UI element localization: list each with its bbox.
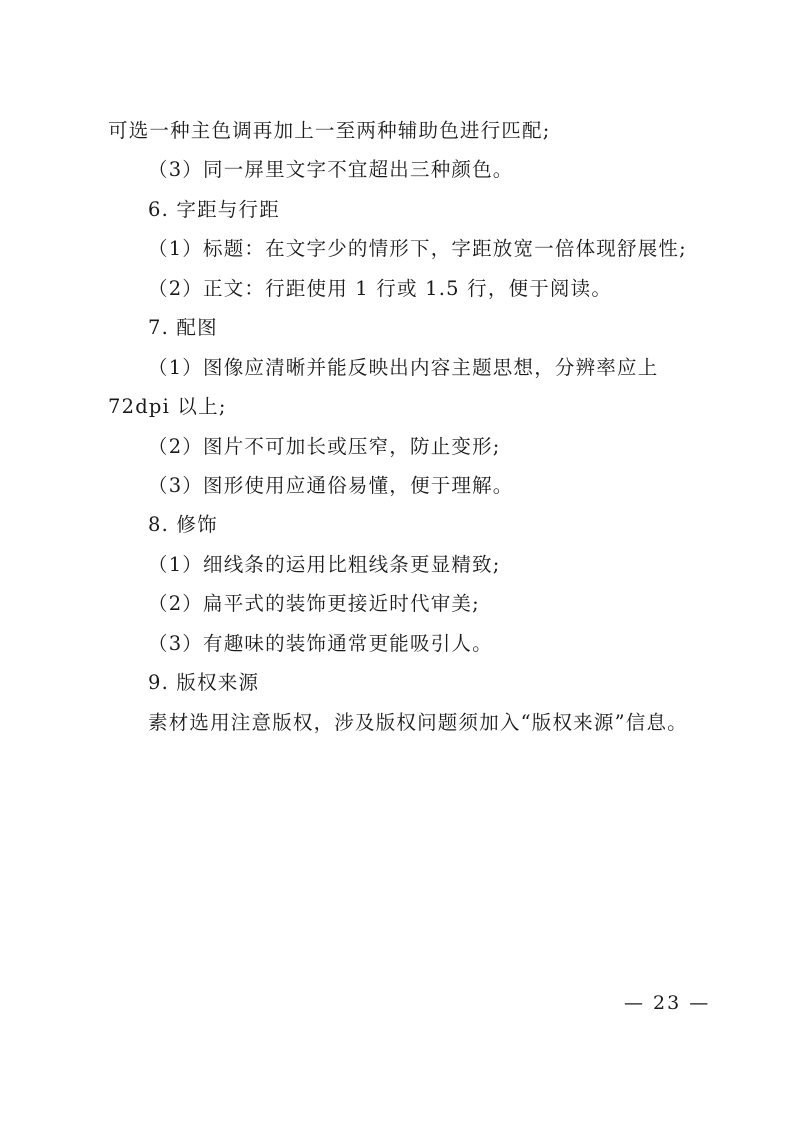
list-item-3: （3）同一屏里文字不宜超出三种颜色。	[148, 158, 514, 181]
list-item-3: （3）图形使用应通俗易懂，便于理解。	[148, 474, 514, 497]
section-heading-9: 9. 版权来源	[148, 671, 260, 694]
list-item-1: （1）图像应清晰并能反映出内容主题思想，分辨率应上	[148, 356, 659, 379]
section-heading-7: 7. 配图	[148, 316, 218, 339]
list-item-1: （1）标题：在文字少的情形下，字距放宽一倍体现舒展性;	[148, 237, 687, 260]
list-item-2: （2）正文：行距使用 1 行或 1.5 行，便于阅读。	[148, 277, 613, 300]
section-heading-6: 6. 字距与行距	[148, 198, 280, 221]
list-item-continuation: 72dpi 以上;	[108, 395, 227, 418]
list-item-2: （2）扁平式的装饰更接近时代审美;	[148, 592, 480, 615]
body-text-line: 素材选用注意版权，涉及版权问题须加入“版权来源”信息。	[148, 711, 688, 734]
section-heading-8: 8. 修饰	[148, 513, 218, 536]
page-number: — 23 —	[624, 992, 711, 1014]
list-item-1: （1）细线条的运用比粗线条更显精致;	[148, 553, 501, 576]
list-item-2: （2）图片不可加长或压窄，防止变形;	[148, 435, 501, 458]
body-text-line: 可选一种主色调再加上一至两种辅助色进行匹配;	[108, 119, 551, 142]
list-item-3: （3）有趣味的装饰通常更能吸引人。	[148, 632, 493, 655]
